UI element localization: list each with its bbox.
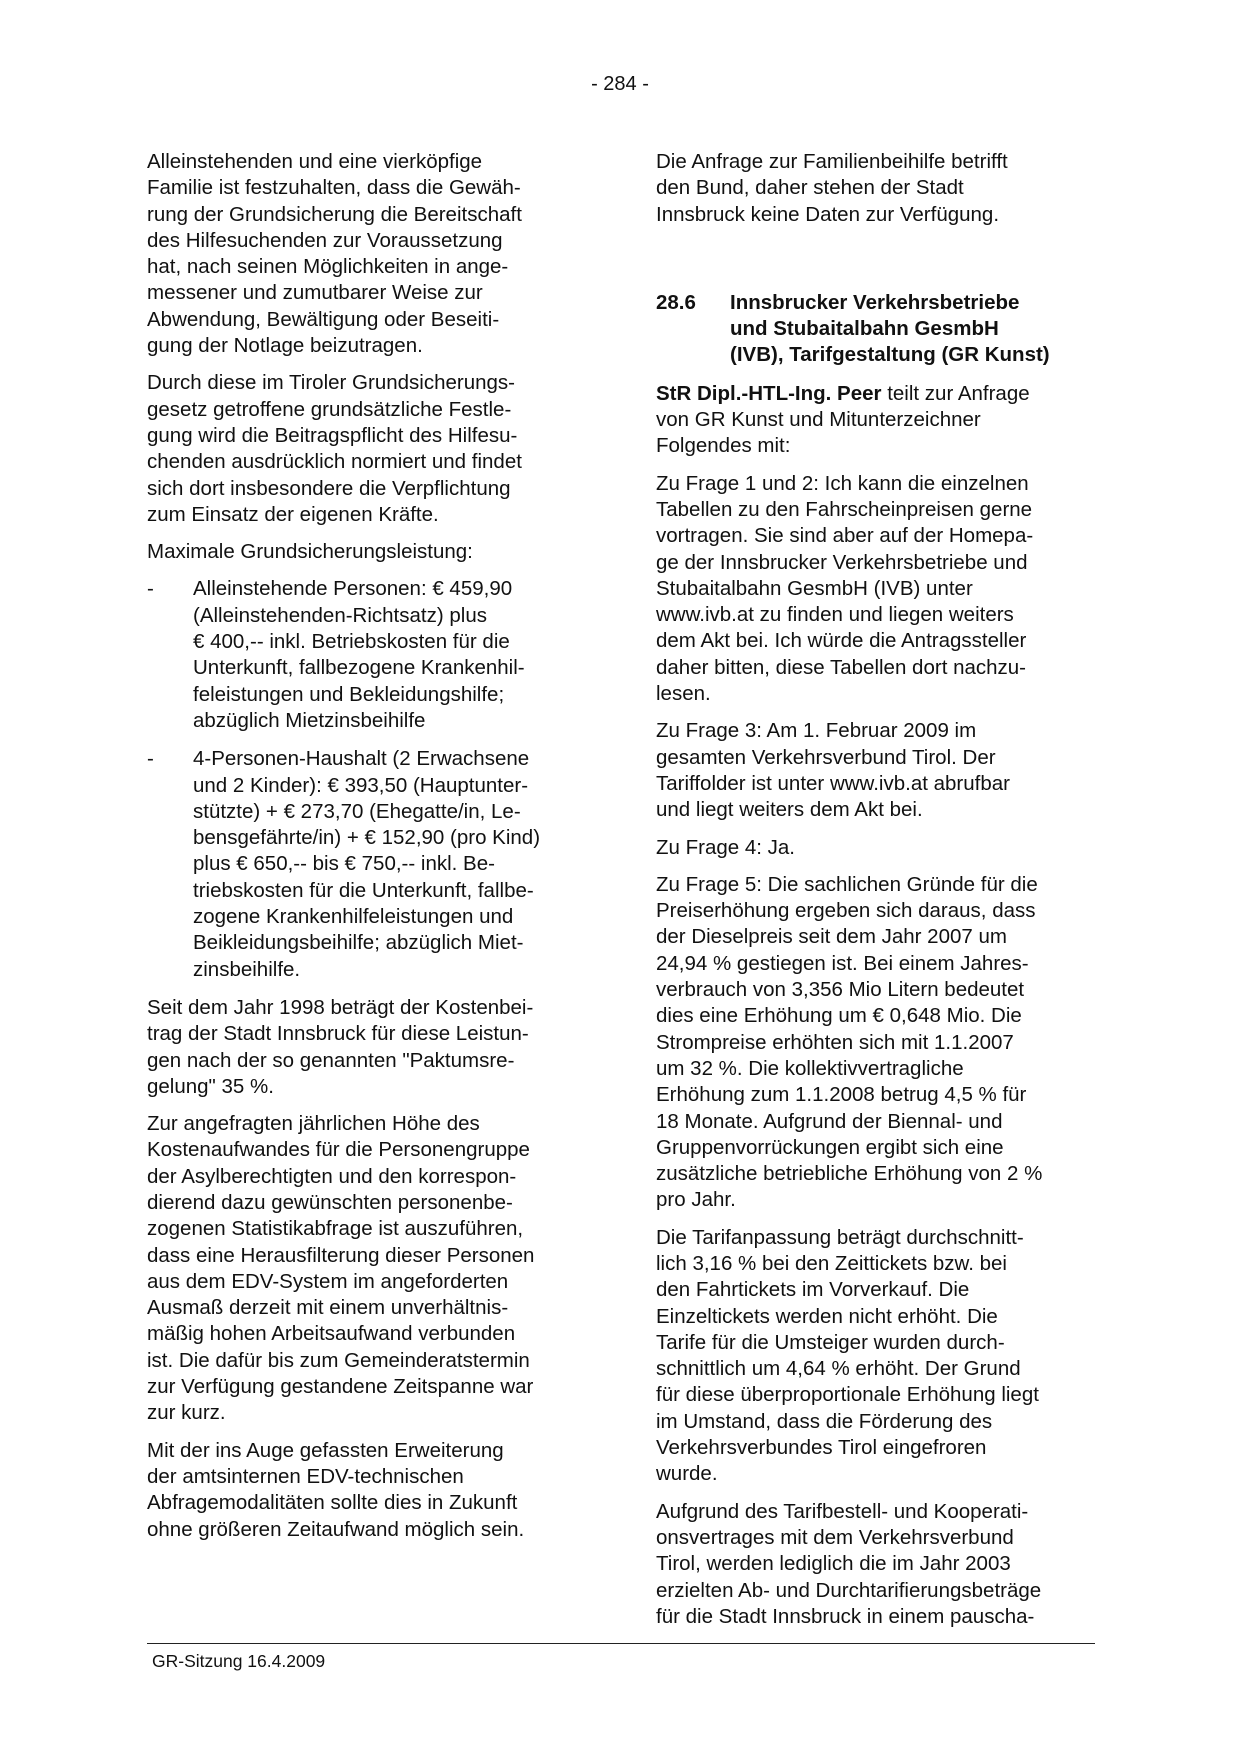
text-line: zusätzliche betriebliche Erhöhung von 2 % — [656, 1162, 1043, 1186]
text-line: bensgefährte/in) + € 152,90 (pro Kind) — [193, 826, 541, 850]
text-line: zogenen Statistikabfrage ist auszuführen, — [147, 1217, 524, 1241]
text-line: Tarife für die Umsteiger wurden durch- — [656, 1330, 1005, 1354]
text-line: ge der Innsbrucker Verkehrsbetriebe und — [656, 550, 1028, 574]
text-line: Innsbrucker Verkehrsbetriebe — [730, 290, 1020, 314]
text-line: plus € 650,-- bis € 750,-- inkl. Be- — [193, 852, 495, 876]
text-line: Innsbruck keine Daten zur Verfügung. — [656, 202, 1000, 226]
text-line: Maximale Grundsicherungsleistung: — [147, 540, 473, 564]
section-heading — [656, 290, 1096, 369]
text-line: Verkehrsverbundes Tirol eingefroren — [656, 1436, 987, 1460]
text-line: um 32 %. Die kollektivvertragliche — [656, 1056, 964, 1080]
paragraph — [147, 149, 587, 359]
text-line: Beikleidungsbeihilfe; abzüglich Miet- — [193, 931, 524, 955]
paragraph — [147, 370, 587, 528]
text-line: Abwendung, Bewältigung oder Beseiti- — [147, 307, 500, 331]
text-line: der Asylberechtigten und den korrespon- — [147, 1164, 517, 1188]
section-title — [730, 290, 1050, 369]
text-line: rung der Grundsicherung die Bereitschaft — [147, 202, 522, 226]
text-line: onsvertrages mit dem Verkehrsverbund — [656, 1525, 1014, 1549]
text-line — [656, 381, 1096, 407]
text-line: der amtsinternen EDV-technischen — [147, 1464, 464, 1488]
bullet-text — [193, 746, 540, 983]
paragraph — [147, 1111, 587, 1427]
text-line: und liegt weiters dem Akt bei. — [656, 798, 923, 822]
text-line: Strompreise erhöhten sich mit 1.1.2007 — [656, 1030, 1014, 1054]
text-line: 18 Monate. Aufgrund der Biennal- und — [656, 1109, 1003, 1133]
text-line: daher bitten, diese Tabellen dort nachzu- — [656, 655, 1027, 679]
text-line: Aufgrund des Tarifbestell- und Kooperati- — [656, 1499, 1029, 1523]
text-line: zogene Krankenhilfeleistungen und — [193, 905, 514, 929]
paragraph — [656, 1225, 1096, 1488]
text-line: chenden ausdrücklich normiert und findet — [147, 450, 522, 474]
paragraph — [656, 835, 1096, 861]
speaker-name: StR Dipl.-HTL-Ing. Peer — [656, 381, 882, 405]
text-line: € 400,-- inkl. Betriebskosten für die — [193, 630, 510, 654]
paragraph — [656, 718, 1096, 823]
text-line: messener und zumutbarer Weise zur — [147, 281, 483, 305]
paragraph — [656, 1499, 1096, 1630]
text-line: zinsbeihilfe. — [193, 957, 301, 981]
text-line: Zu Frage 3: Am 1. Februar 2009 im — [656, 719, 977, 743]
text-line: den Fahrtickets im Vorverkauf. Die — [656, 1278, 970, 1302]
text-line: gung der Notlage beizutragen. — [147, 334, 423, 358]
text-line: lesen. — [656, 682, 711, 706]
text-line: Einzeltickets werden nicht erhöht. Die — [656, 1304, 998, 1328]
text-line: aus dem EDV-System im angeforderten — [147, 1269, 509, 1293]
text-line: dierend dazu gewünschten personenbe- — [147, 1190, 513, 1214]
paragraph — [147, 995, 587, 1100]
text-line: Preiserhöhung ergeben sich daraus, dass — [656, 899, 1036, 923]
text-line: Zu Frage 1 und 2: Ich kann die einzelnen — [656, 471, 1029, 495]
text-line: Familie ist festzuhalten, dass die Gewäh- — [147, 176, 521, 200]
text-line: Unterkunft, fallbezogene Krankenhil- — [193, 656, 525, 680]
text-line: und 2 Kinder): € 393,50 (Hauptunter- — [193, 773, 529, 797]
page-number: - 284 - — [591, 73, 649, 95]
text-line: stützte) + € 273,70 (Ehegatte/in, Le- — [193, 799, 521, 823]
text-line: mäßig hohen Arbeitsaufwand verbunden — [147, 1322, 516, 1346]
text-line: Zu Frage 4: Ja. — [656, 835, 796, 859]
bullet-item — [147, 746, 587, 983]
text-line: Durch diese im Tiroler Grundsicherungs- — [147, 371, 515, 395]
text-line: Tariffolder ist unter www.ivb.at abrufbar — [656, 771, 1010, 795]
paragraph — [656, 381, 1096, 460]
footer-divider — [147, 1643, 1095, 1644]
bullet-dash: - — [147, 747, 154, 771]
text-line: der Dieselpreis seit dem Jahr 2007 um — [656, 925, 1007, 949]
text-line: lich 3,16 % bei den Zeittickets bzw. bei — [656, 1251, 1007, 1275]
text-line: ohne größeren Zeitaufwand möglich sein. — [147, 1517, 525, 1541]
text-line: Abfragemodalitäten sollte dies in Zukunft — [147, 1491, 518, 1515]
text-line: und Stubaitalbahn GesmbH — [730, 317, 999, 341]
text-line: Tirol, werden lediglich die im Jahr 2003 — [656, 1552, 1011, 1576]
text-line: Mit der ins Auge gefassten Erweiterung — [147, 1438, 504, 1462]
text-line: Zur angefragten jährlichen Höhe des — [147, 1112, 480, 1136]
text-line: dass eine Herausfilterung dieser Personen — [147, 1243, 535, 1267]
text-line: 24,94 % gestiegen ist. Bei einem Jahres- — [656, 951, 1029, 975]
paragraph — [656, 471, 1096, 708]
text-line: für die Stadt Innsbruck in einem pauscha- — [656, 1604, 1035, 1628]
text-line: zur kurz. — [147, 1401, 226, 1425]
text-line: Kostenaufwandes für die Personengruppe — [147, 1138, 530, 1162]
text-line: vortragen. Sie sind aber auf der Homepa- — [656, 524, 1034, 548]
text-line: trag der Stadt Innsbruck für diese Leistun- — [147, 1022, 529, 1046]
text-line: Stubaitalbahn GesmbH (IVB) unter — [656, 576, 973, 600]
text-line: sich dort insbesondere die Verpflichtung — [147, 476, 511, 500]
text-line: zum Einsatz der eigenen Kräfte. — [147, 502, 439, 526]
text-line: gesetz getroffene grundsätzliche Festle- — [147, 397, 512, 421]
speaker-text: teilt zur Anfrage — [881, 381, 1030, 405]
paragraph — [656, 872, 1096, 1214]
left-column — [147, 149, 587, 1554]
text-line: wurde. — [656, 1462, 718, 1486]
bullet-dash: - — [147, 577, 154, 601]
text-line: Ausmaß derzeit mit einem unverhältnis- — [147, 1296, 509, 1320]
text-line: gen nach der so genannten "Paktumsre- — [147, 1048, 515, 1072]
text-line: Zu Frage 5: Die sachlichen Gründe für die — [656, 872, 1038, 896]
text-line: triebskosten für die Unterkunft, fallbe- — [193, 878, 534, 902]
text-line: Tabellen zu den Fahrscheinpreisen gerne — [656, 497, 1033, 521]
text-line: den Bund, daher stehen der Stadt — [656, 176, 964, 200]
text-line: Gruppenvorrückungen ergibt sich eine — [656, 1135, 1004, 1159]
text-line: (Alleinstehenden-Richtsatz) plus — [193, 603, 487, 627]
text-line: ist. Die dafür bis zum Gemeinderatstermin — [147, 1348, 530, 1372]
text-line: für diese überproportionale Erhöhung liegt — [656, 1383, 1039, 1407]
text-line: im Umstand, dass die Förderung des — [656, 1409, 993, 1433]
text-line: 4-Personen-Haushalt (2 Erwachsene — [193, 747, 530, 771]
text-line: hat, nach seinen Möglichkeiten in ange- — [147, 255, 509, 279]
text-line: des Hilfesuchenden zur Voraussetzung — [147, 228, 503, 252]
paragraph — [147, 539, 587, 565]
text-line: schnittlich um 4,64 % erhöht. Der Grund — [656, 1357, 1021, 1381]
text-line: gelung" 35 %. — [147, 1074, 274, 1098]
text-line: Die Anfrage zur Familienbeihilfe betrifft — [656, 150, 1008, 173]
text-line: von GR Kunst und Mitunterzeichner — [656, 408, 981, 432]
right-column — [656, 149, 1096, 1641]
text-line: Die Tarifanpassung beträgt durchschnitt- — [656, 1225, 1024, 1249]
text-line: (IVB), Tarifgestaltung (GR Kunst) — [730, 343, 1050, 367]
text-line: feleistungen und Bekleidungshilfe; — [193, 682, 505, 706]
text-line: www.ivb.at zu finden und liegen weiters — [656, 603, 1014, 627]
paragraph — [656, 149, 1096, 228]
bullet-item — [147, 576, 587, 734]
text-line: zur Verfügung gestandene Zeitspanne war — [147, 1375, 534, 1399]
text-line: erzielten Ab- und Durchtarifierungsbeträge — [656, 1578, 1042, 1602]
text-line: dem Akt bei. Ich würde die Antragssteller — [656, 629, 1027, 653]
text-line: pro Jahr. — [656, 1188, 736, 1212]
text-line: Alleinstehende Personen: € 459,90 — [193, 577, 513, 601]
text-line: gung wird die Beitragspflicht des Hilfesu- — [147, 423, 518, 447]
text-line: gesamten Verkehrsverbund Tirol. Der — [656, 745, 996, 769]
bullet-text — [193, 576, 525, 734]
text-line: verbrauch von 3,356 Mio Litern bedeutet — [656, 978, 1025, 1002]
text-line: abzüglich Mietzinsbeihilfe — [193, 708, 426, 732]
text-line: dies eine Erhöhung um € 0,648 Mio. Die — [656, 1004, 1022, 1028]
paragraph — [147, 1438, 587, 1543]
text-line: Seit dem Jahr 1998 beträgt der Kostenbei- — [147, 995, 534, 1019]
text-line: Erhöhung zum 1.1.2008 betrug 4,5 % für — [656, 1083, 1027, 1107]
text-line: Alleinstehenden und eine vierköpfige — [147, 150, 483, 173]
footer-text: GR-Sitzung 16.4.2009 — [152, 1651, 326, 1671]
section-number: 28.6 — [656, 290, 696, 314]
text-line: Folgendes mit: — [656, 434, 791, 458]
